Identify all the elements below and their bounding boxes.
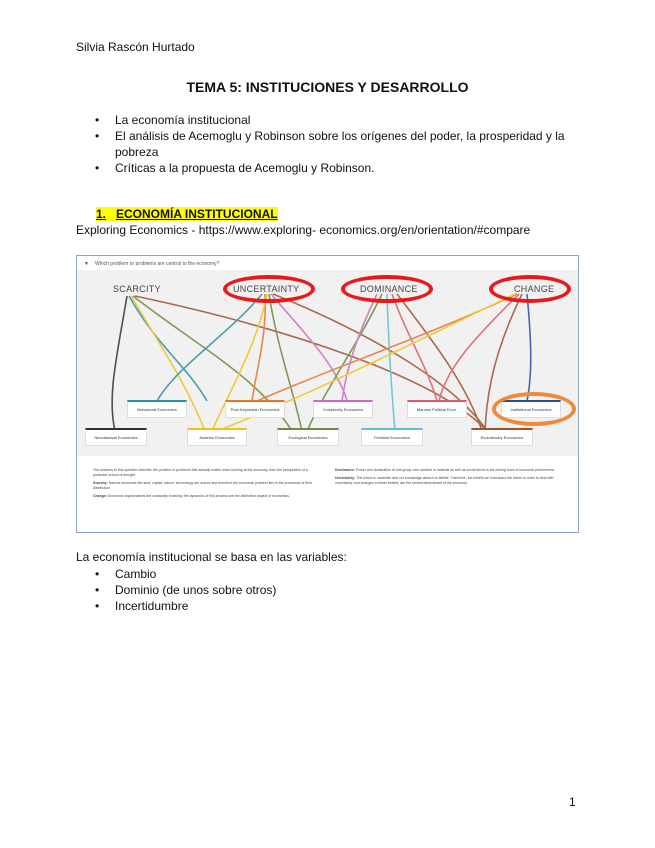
school-box-behavioral: Behavioral Economics [127, 400, 187, 418]
school-box-feminist: Feminist Economics [361, 428, 423, 446]
list-item: • Dominio (de unos sobre otros) [95, 582, 276, 598]
page-title: TEMA 5: INSTITUCIONES Y DESARROLLO [186, 79, 469, 95]
list-item: • Críticas a la propuesta de Acemoglu y Robinson. [95, 160, 565, 176]
list-item: • Incertidumbre [95, 598, 276, 614]
category-scarcity: SCARCITY [113, 284, 161, 294]
school-box-marxian: Marxian Political Econ. [407, 400, 467, 418]
collapse-caret-icon[interactable]: ▼ [84, 261, 89, 267]
school-box-neoclassical: Neoclassical Economics [85, 428, 147, 446]
variables-intro: La economía institucional se basa en las variables: [76, 550, 347, 564]
school-box-austrian: Austrian Economics [187, 428, 247, 446]
category-change: CHANGE [514, 284, 555, 294]
school-box-complexity: Complexity Economics [313, 400, 373, 418]
source-link-line[interactable]: Exploring Economics - https://www.exploring- economics.org/en/orientation/#compare [76, 223, 531, 237]
list-item: • El análisis de Acemoglu y Robinson sobre los orígenes del poder, la prosperidad y la pobreza [95, 128, 565, 160]
section-number: 1. [96, 207, 107, 221]
note-paragraph: The answers to this question describe the problem or problems that actually matter when looking at the economy, from the perspective of a particular school of thought. [93, 468, 308, 477]
category-uncertainty: UNCERTAINTY [233, 284, 300, 294]
note-paragraph: Uncertainty: The future is uncertain and our knowledge about it is fallible. Therefore, the beliefs we hold about the future in order to deal with uncertainty, and changes in these beliefs, are the central determinant of the economy. [335, 476, 554, 485]
diagram-notes-right [335, 468, 560, 489]
page-number: 1 [569, 795, 576, 809]
school-box-institutional: Institutional Economics [501, 400, 561, 418]
school-box-evolutionary: Evolutionary Economics [471, 428, 533, 446]
note-paragraph: Change: Economic organizations are constantly evolving, the dynamics of this process are the distinctive aspect of economics. [93, 494, 290, 498]
section-heading [96, 207, 278, 221]
school-box-ecological: Ecological Economics [277, 428, 339, 446]
highlight-ring-uncertainty [223, 275, 315, 303]
school-box-post-keynesian: Post-Keynesian Economics [225, 400, 285, 418]
highlight-ring-change [489, 275, 571, 303]
list-item: • Cambio [95, 566, 276, 582]
topics-list [95, 112, 565, 176]
schools-diagram-figure [76, 255, 579, 533]
category-dominance: DOMINANCE [360, 284, 418, 294]
list-item: • La economía institucional [95, 112, 565, 128]
author-header: Silvia Rascón Hurtado [76, 40, 195, 54]
highlight-ring-dominance [341, 275, 433, 303]
note-paragraph: Scarcity: Natural resources like land, capital, labour, and energy are scarce and therefore the economic problem lies in the processes of their distribution. [93, 481, 313, 490]
note-paragraph: Dominance: Power and domination of one group over another in material as well as social terms is the driving force of economic phenomena. [335, 468, 555, 472]
diagram-notes-left [93, 468, 318, 502]
highlight-ring-institutional [492, 392, 576, 426]
question-text: Which problem or problems are central to the economy? [94, 261, 220, 267]
variables-list [95, 566, 276, 614]
section-title: ECONOMÍA INSTITUCIONAL [116, 207, 278, 221]
